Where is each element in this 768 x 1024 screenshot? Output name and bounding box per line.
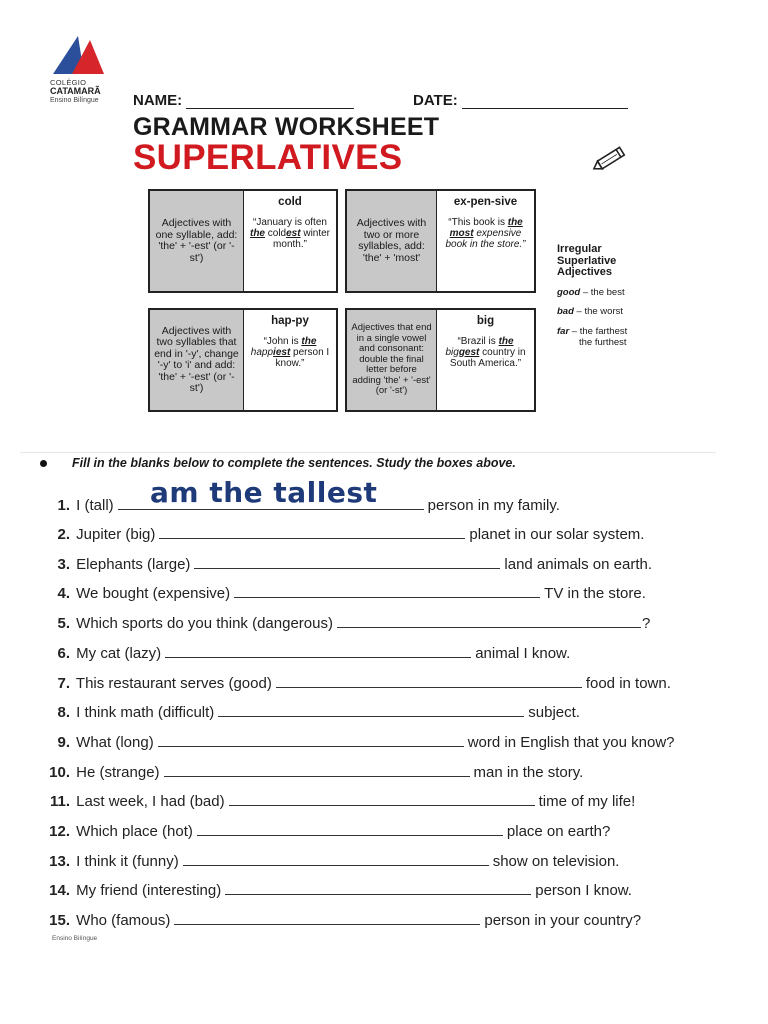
sentence-item: 14. My friend (interesting) person I know. [49, 882, 632, 899]
rule-box-y-ending [148, 308, 338, 412]
sentence-item: 13. I think it (funny) show on television. [49, 853, 620, 870]
sentence-item: 15. Who (famous) person in your country? [49, 912, 642, 929]
name-label: NAME: [133, 92, 183, 109]
footer-mark: Ensino Bilíngue [52, 935, 98, 942]
rule-text: Adjectives with one syllable, add: 'the' + '-est' (or '-st') [150, 191, 244, 291]
logo-line-2: CATAMARÃ [50, 86, 101, 96]
logo-sail-icon [50, 36, 108, 76]
answer-blank[interactable] [183, 851, 489, 866]
sentence-item: 3. Elephants (large) land animals on earth. [57, 556, 652, 573]
irregular-item-good: good – the best [557, 287, 625, 298]
sentence-item: 1. I (tall) person in my family. [57, 497, 560, 514]
logo-line-1: COLÉGIO [50, 78, 87, 87]
rule-box-multi-syllable [345, 189, 536, 293]
worksheet-subtitle: SUPERLATIVES [133, 138, 403, 177]
instructions: Fill in the blanks below to complete the sentences. Study the boxes above. [40, 456, 516, 470]
rule-example-word: hap-py [271, 315, 309, 327]
rule-example-word: ex-pen-sive [453, 196, 518, 208]
answer-blank[interactable] [276, 673, 582, 688]
answer-blank[interactable] [229, 791, 535, 806]
answer-blank[interactable] [225, 880, 531, 895]
sentence-item: 5. Which sports do you think (dangerous) ? [57, 615, 651, 632]
worksheet-title: GRAMMAR WORKSHEET [133, 113, 440, 141]
date-field[interactable] [413, 92, 628, 109]
sentence-item: 6. My cat (lazy) animal I know. [57, 645, 571, 662]
rule-text: Adjectives with two syllables that end in '-y', change '-y' to 'i' and add: 'the' + '-est' (or '-st') [150, 310, 244, 410]
answer-blank[interactable] [234, 583, 540, 598]
sentence-item: 11. Last week, I had (bad) time of my life! [49, 793, 636, 810]
answer-blank[interactable] [159, 524, 465, 539]
irregular-item-bad: bad – the worst [557, 306, 623, 317]
pencil-icon [590, 140, 634, 176]
school-logo [50, 36, 120, 105]
rule-box-double-consonant [345, 308, 536, 412]
rule-text: Adjectives with two or more syllables, add: 'the' + 'most' [347, 191, 437, 291]
logo-line-3: Ensino Bilíngue [50, 97, 99, 104]
rule-example-word: big [476, 315, 495, 327]
rule-example-sentence: “January is often the coldest winter month.” [249, 216, 331, 250]
section-divider [20, 452, 716, 453]
handwritten-answer: am the tallest [150, 476, 378, 509]
answer-blank[interactable] [194, 554, 500, 569]
answer-blank[interactable] [165, 643, 471, 658]
date-label: DATE: [413, 92, 458, 109]
date-line[interactable] [462, 94, 628, 109]
irregular-item-far: far – the farthest [557, 326, 628, 337]
irregular-item-far-alt: the furthest [579, 337, 627, 348]
sentence-item: 4. We bought (expensive) TV in the store. [57, 585, 646, 602]
sentence-item: 2. Jupiter (big) planet in our solar system. [57, 526, 645, 543]
rule-box-one-syllable [148, 189, 338, 293]
answer-blank[interactable] [218, 702, 524, 717]
answer-blank[interactable] [174, 910, 480, 925]
rule-text: Adjectives that end in a single vowel and consonant: double the final letter before adding 'the' + '-est' (or '-st') [347, 310, 437, 410]
answer-blank[interactable] [164, 762, 470, 777]
sentence-item: 8. I think math (difficult) subject. [57, 704, 580, 721]
sentence-item: 7. This restaurant serves (good) food in town. [57, 675, 671, 692]
answer-blank[interactable] [158, 732, 464, 747]
rule-example-sentence: “Brazil is the biggest country in South America.” [445, 335, 526, 369]
sentence-item: 10. He (strange) man in the story. [49, 764, 584, 781]
bullet-icon [40, 460, 47, 467]
answer-blank[interactable] [197, 821, 503, 836]
rule-example-word: cold [278, 196, 302, 208]
answer-blank[interactable] [337, 613, 641, 628]
rule-example-sentence: “John is the happiest person I know.” [250, 335, 330, 369]
name-field[interactable] [133, 92, 354, 109]
sentence-item: 9. What (long) word in English that you know? [57, 734, 675, 751]
rule-example-sentence: “This book is the most expensive book in the store.” [445, 216, 526, 250]
sentence-item: 12. Which place (hot) place on earth? [49, 823, 611, 840]
irregular-heading: Irregular Superlative Adjectives [557, 243, 617, 278]
name-line[interactable] [186, 94, 354, 109]
